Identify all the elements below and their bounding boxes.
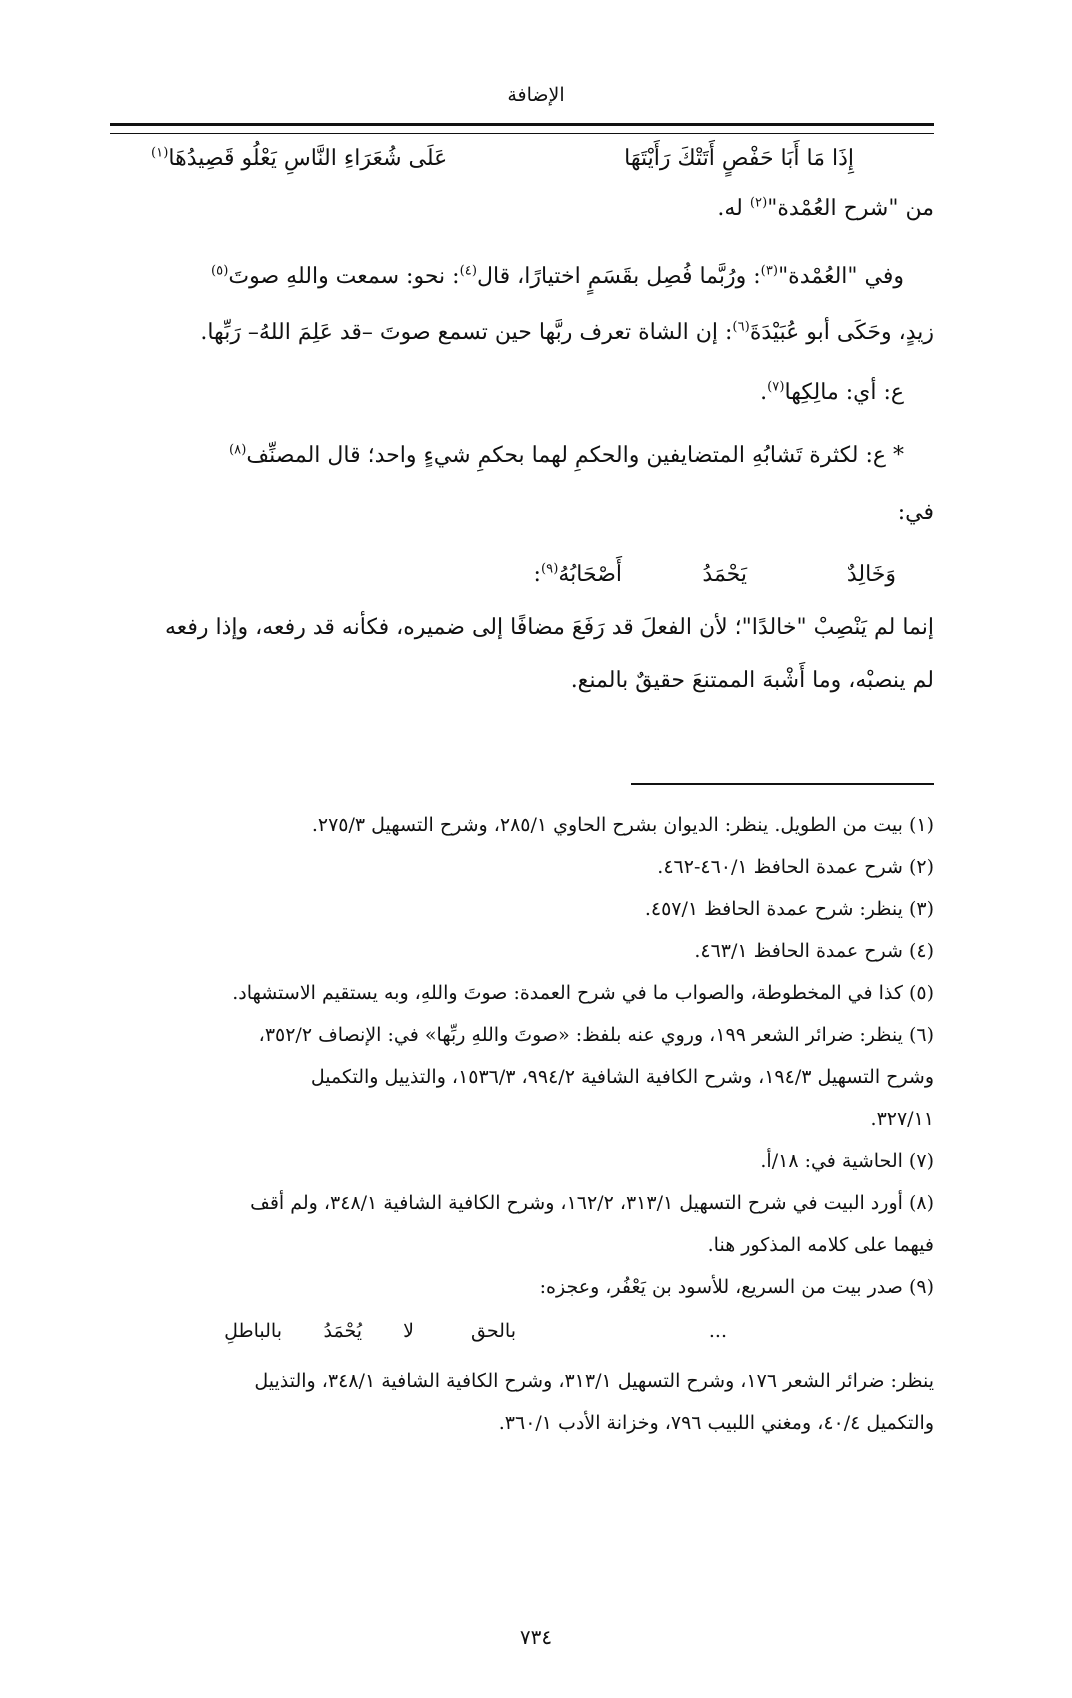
text-span: . — [760, 380, 768, 405]
text-span: : نحو: سمعت واللهِ صوتَ — [228, 264, 460, 289]
text-span: وَخَالِدٌ — [846, 562, 896, 587]
running-header: الإضافة — [507, 84, 565, 106]
verse2-word — [534, 562, 622, 587]
body-line — [760, 380, 904, 405]
text-span: له. — [717, 196, 750, 221]
footnote-verse-word: بالحق — [471, 1320, 516, 1342]
footnote: (٩) صدر بيت من السريع، للأسود بن يَعْفُر، وعجزه: — [539, 1276, 934, 1298]
footnote: فيهما على كلامه المذكور هنا. — [707, 1234, 934, 1256]
verse-second-hemistich — [151, 146, 447, 171]
footnote: والتكميل ٤٠/٤، ومغني اللبيب ٧٩٦، وخزانة الأدب ٣٦٠/١. — [498, 1412, 934, 1434]
text-span: زيدٍ، وحَكَى أبو عُبَيْدَةَ — [749, 320, 934, 345]
body-line — [165, 615, 934, 640]
footnote: وشرح التسهيل ١٩٤/٣، وشرح الكافية الشافية ٩٩٤/٢، ١٥٣٦/٣، والتذييل والتكميل — [310, 1066, 934, 1088]
body-line — [571, 668, 934, 693]
body-line — [717, 196, 934, 221]
text-span: وفي "العُمْدة" — [778, 264, 904, 289]
footnote: (١) بيت من الطويل. ينظر: الديوان بشرح الحاوي ٢٨٥/١، وشرح التسهيل ٢٧٥/٣. — [311, 814, 934, 836]
text-span: يَحْمَدُ — [702, 562, 747, 587]
footnote: (٥) كذا في المخطوطة، والصواب ما في شرح العمدة: صوتَ واللهِ، وبه يستقيم الاستشهاد. — [232, 982, 934, 1004]
footnote-ref: (٧) — [767, 379, 785, 395]
footnote: (٤) شرح عمدة الحافظ ٤٦٣/١. — [694, 940, 934, 962]
text-span: أَصْحَابُهُ — [558, 562, 622, 587]
footnote: ينظر: ضرائر الشعر ١٧٦، وشرح التسهيل ٣١٣/١، وشرح الكافية الشافية ٣٤٨/١، والتذييل — [254, 1370, 934, 1392]
text-span: : — [533, 562, 541, 587]
footnote: (٦) ينظر: ضرائر الشعر ١٩٩، وروي عنه بلفظ: «صوتَ واللهِ ربِّها» في: الإنصاف ٣٥٢/٢، — [258, 1024, 934, 1046]
text-span: : إن الشاة تعرف ربَّها حين تسمع صوتَ –قد عَلِمَ اللهُ– رَبِّها. — [200, 320, 733, 345]
header-rule-thick — [110, 123, 934, 126]
footnote-ref: (٥) — [211, 263, 229, 279]
footnote: (٢) شرح عمدة الحافظ ٤٦٠/١-٤٦٢. — [657, 856, 934, 878]
header-rule-thin — [110, 133, 934, 134]
footnote-ref: (٨) — [228, 442, 247, 458]
footnote-verse-word: ... — [708, 1320, 727, 1342]
body-line — [229, 443, 904, 468]
footnote-ref: (٦) — [732, 319, 750, 335]
footnote-ref: (٤) — [459, 263, 477, 279]
page-number: ٧٣٤ — [519, 1625, 553, 1649]
verse-first-hemistich-text: إِذَا مَا أَبَا حَفْصٍ أَتَتْكَ رَأَيْتَهَا — [624, 146, 854, 171]
footnote-ref: (٩) — [540, 561, 559, 577]
text-span: : ورُبَّما فُصِل بقَسَمٍ اختيارًا، قال — [476, 264, 761, 289]
footnote: (٧) الحاشية في: ١٨/أ. — [760, 1150, 934, 1172]
text-span: إنما لم يَنْصِبْ "خالدًا"؛ لأن الفعلَ قد رَفَعَ مضافًا إلى ضميره، فكأنه قد رفعه، وإذا رفعه — [164, 615, 934, 640]
footnote: ٣٢٧/١١. — [870, 1108, 934, 1130]
verse2-word — [702, 562, 747, 587]
body-line — [200, 320, 934, 345]
footnote-separator — [631, 783, 934, 785]
body-line — [898, 500, 934, 525]
text-span: * ع: لكثرة تَشابُهِ المتضايفين والحكمِ لهما بحكمِ شيءٍ واحد؛ قال المصنِّف — [246, 443, 904, 468]
verse-first-hemistich — [624, 146, 854, 171]
text-span: لم ينصبْه، وما أَشْبهَ الممتنعَ حقيقٌ بالمنع. — [570, 668, 934, 693]
footnote: (٨) أورد البيت في شرح التسهيل ٣١٣/١، ١٦٢/٢، وشرح الكافية الشافية ٣٤٨/١، ولم أقف — [250, 1192, 934, 1214]
footnote-verse-word: بالباطلِ — [224, 1320, 282, 1342]
footnote-ref: (١) — [151, 145, 169, 161]
body-line — [211, 264, 904, 289]
text-span: ع: أي: مالِكِها — [784, 380, 904, 405]
verse2-word — [847, 562, 896, 587]
footnote-verse-word: يُحْمَدُ — [323, 1320, 362, 1342]
footnote-verse-word: لا — [403, 1320, 414, 1342]
footnote: (٣) ينظر: شرح عمدة الحافظ ٤٥٧/١. — [644, 898, 934, 920]
verse-second-hemistich-text: عَلَى شُعَرَاءِ النَّاسِ يَعْلُو قَصِيدُهَا — [168, 146, 448, 171]
footnote-ref: (٢) — [749, 195, 768, 211]
text-span: من "شرح العُمْدة" — [767, 196, 934, 221]
text-span: في: — [897, 500, 934, 525]
footnote-ref: (٣) — [760, 263, 779, 279]
